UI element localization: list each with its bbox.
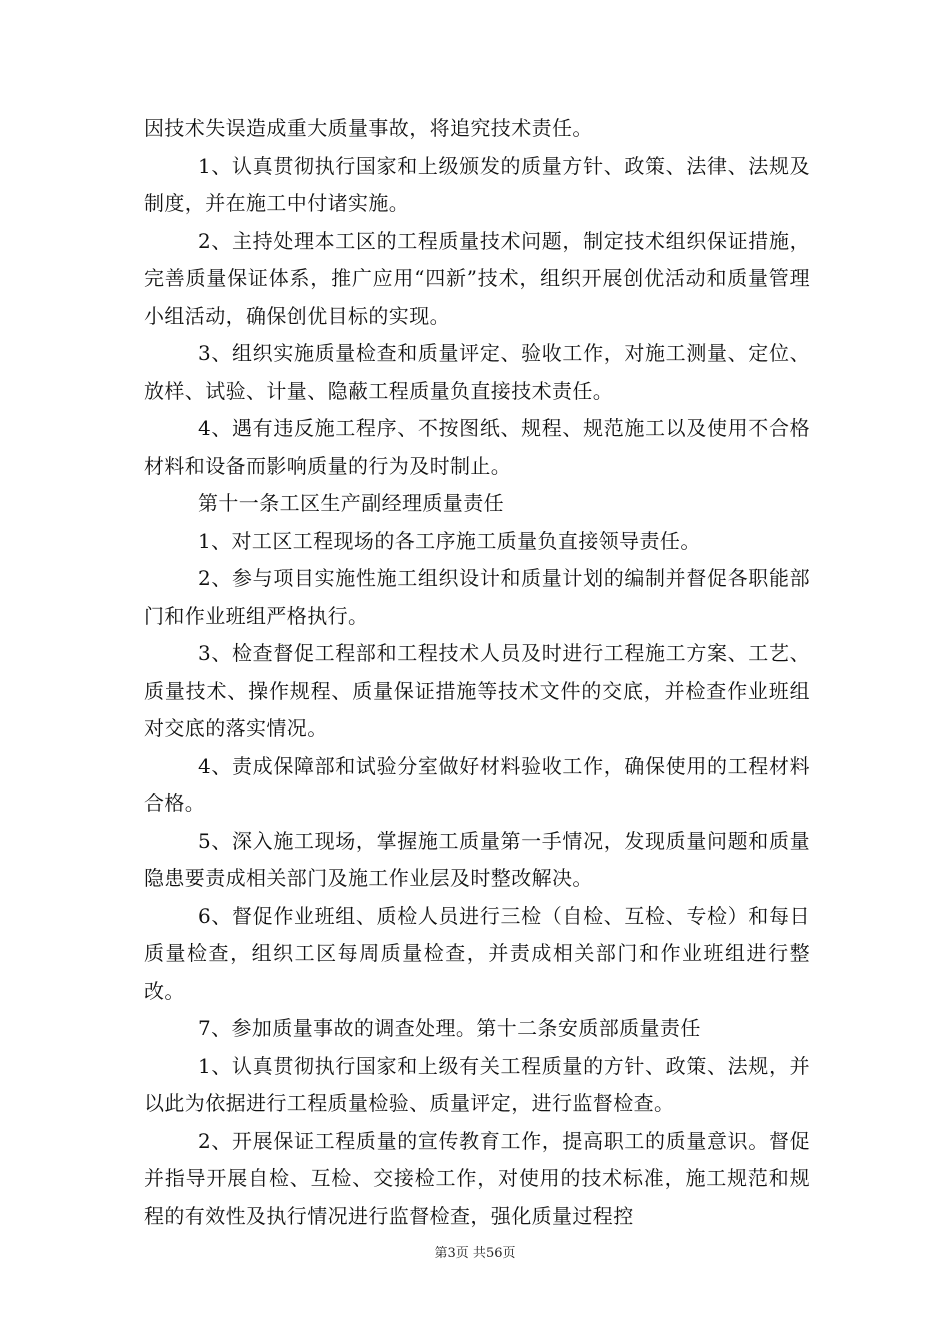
current-page-number: 3 [447,1246,456,1261]
paragraph: 2、参与项目实施性施工组织设计和质量计划的编制并督促各职能部门和作业班组严格执行。 [144,566,810,628]
paragraph: 因技术失误造成重大质量事故，将追究技术责任。 [144,116,593,140]
page-footer [0,1242,950,1261]
paragraph: 第十一条工区生产副经理质量责任 [198,491,504,515]
paragraph: 4、遇有违反施工程序、不按图纸、规程、规范施工以及使用不合格材料和设备而影响质量的行为及时制止。 [144,416,810,478]
paragraph: 1、认真贯彻执行国家和上级颁发的质量方针、政策、法律、法规及制度，并在施工中付诸实施。 [144,153,810,215]
footer-middle: 页 共 [455,1246,486,1261]
footer-suffix: 页 [502,1246,516,1261]
footer-prefix: 第 [434,1246,448,1261]
paragraph: 2、开展保证工程质量的宣传教育工作，提高职工的质量意识。督促并指导开展自检、互检、交接检工作，对使用的技术标准，施工规范和规程的有效性及执行情况进行监督检查，强化质量过程控 [144,1128,810,1228]
paragraph: 2、主持处理本工区的工程质量技术问题，制定技术组织保证措施，完善质量保证体系，推广应用“四新”技术，组织开展创优活动和质量管理小组活动，确保创优目标的实现。 [144,228,810,328]
paragraph: 6、督促作业班组、质检人员进行三检（自检、互检、专检）和每日质量检查，组织工区每周质量检查，并责成相关部门和作业班组进行整改。 [144,903,810,1003]
paragraph: 1、对工区工程现场的各工序施工质量负直接领导责任。 [198,528,701,553]
paragraph: 3、检查督促工程部和工程技术人员及时进行工程施工方案、工艺、质量技术、操作规程、质量保证措施等技术文件的交底，并检查作业班组对交底的落实情况。 [144,641,810,740]
paragraph: 3、组织实施质量检查和质量评定、验收工作，对施工测量、定位、放样、试验、计量、隐蔽工程质量负直接技术责任。 [144,341,810,403]
paragraph: 1、认真贯彻执行国家和上级有关工程质量的方针、政策、法规，并以此为依据进行工程质量检验、质量评定，进行监督检查。 [144,1053,810,1115]
paragraph: 4、责成保障部和试验分室做好材料验收工作，确保使用的工程材料合格。 [144,753,810,815]
total-pages-number: 56 [485,1246,503,1261]
document-body [144,110,810,1235]
paragraph: 5、深入施工现场，掌握施工质量第一手情况，发现质量问题和质量隐患要责成相关部门及施工作业层及时整改解决。 [144,828,810,890]
paragraph: 7、参加质量事故的调查处理。第十二条安质部质量责任 [198,1016,701,1040]
